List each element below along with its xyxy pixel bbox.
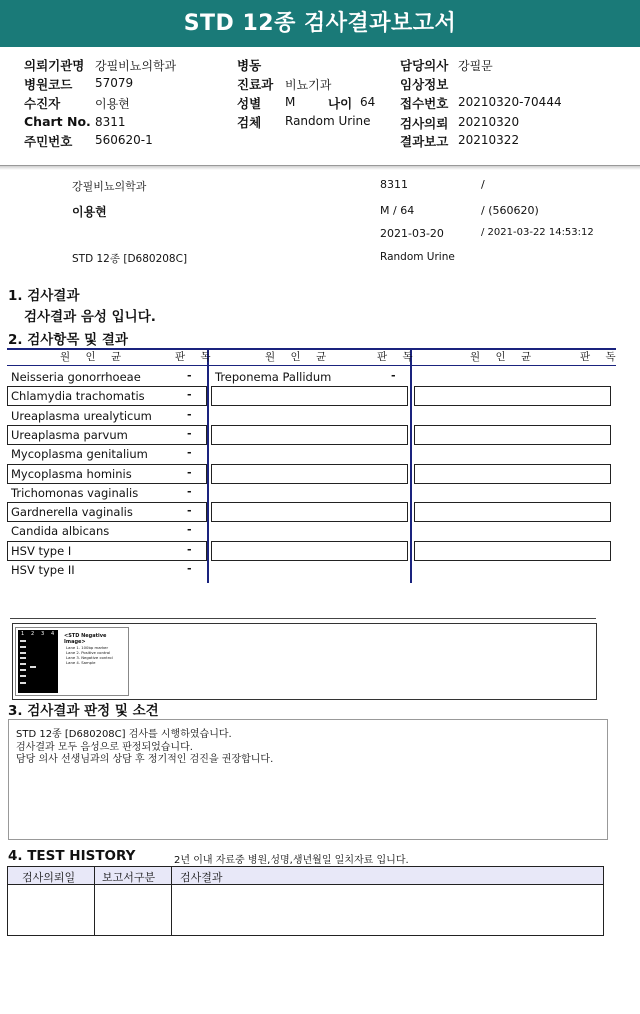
col2-organism-header: 원 인 균 [265,351,333,363]
gel-legend-4: Lane 4. Sample [66,660,96,665]
organism-result: - [187,562,192,575]
sex-value: M [285,95,296,109]
gel-legend-1: Lane 1. 100bp marker [66,645,109,650]
receipt-no-value: 20210320-70444 [458,95,562,109]
section1-heading: 1. 검사결과 [8,288,80,304]
lane-1-label: 1 [21,631,25,637]
marker-band [20,640,26,642]
section3-heading: 3. 검사결과 판정 및 소견 [8,703,159,719]
summary-date: 2021-03-20 [380,227,444,240]
hospital-code-label: 병원코드 [24,77,73,92]
history-table-header [8,867,603,885]
image-divider [10,618,596,619]
lane-2-label: 2 [31,631,35,637]
result-row-box [414,541,611,561]
history-col-divider [171,867,172,935]
test-request-value: 20210320 [458,115,520,129]
opinion-line-3: 담당 의사 선생님과의 상담 후 정기적인 검진을 권장합니다. [16,754,274,765]
sex-label: 성별 [237,96,262,111]
summary-specimen: Random Urine [380,251,455,263]
collector-label: 수진자 [24,96,61,111]
chart-no-label: Chart No. [24,114,91,129]
result-row-box [211,425,408,445]
col1-result-header: 판 독 [175,351,217,363]
marker-band [20,646,26,648]
specimen-label: 검체 [237,115,262,130]
result-row-box [211,502,408,522]
chart-no-value: 8311 [95,115,126,129]
result-row-box [414,502,611,522]
summary-chart: 8311 [380,178,408,191]
resident-no-value: 560620-1 [95,133,153,147]
opinion-line-1: STD 12종 [D680208C] 검사를 시행하였습니다. [16,729,232,740]
organism-name: Treponema Pallidum [215,370,332,384]
col1-organism-header: 원 인 균 [60,351,128,363]
col2-result-header: 판 독 [377,351,419,363]
organism-result: - [391,369,396,382]
col3-organism-header: 원 인 균 [470,351,538,363]
results-divider-1 [207,348,209,583]
hospital-code-value: 57079 [95,76,134,90]
organism-name: Candida albicans [11,524,110,539]
result-row-box [211,464,408,484]
organism-result: - [187,407,192,421]
summary-test-name: STD 12종 [D680208C] [72,253,188,265]
organism-name: Neisseria gonorrhoeae [11,370,141,384]
specimen-value: Random Urine [285,114,371,128]
gel-electrophoresis [18,630,58,693]
organism-result: - [187,523,192,537]
department-label: 진료과 [237,77,274,92]
results-table-header-rule [7,365,616,366]
result-row-box [414,425,611,445]
clinical-info-label: 임상정보 [400,77,449,92]
summary-slash: / [481,178,485,191]
report-title: STD 12종 검사결과보고서 [0,0,640,47]
organism-name: Ureaplasma urealyticum [11,408,152,423]
summary-birth: / (560620) [481,204,539,217]
organism-name: Ureaplasma parvum [11,427,128,442]
doctor-label: 담당의사 [400,58,449,73]
history-col-result: 검사결과 [180,871,223,884]
organism-result: - [187,504,192,518]
organism-name: Trichomonas vaginalis [11,485,139,500]
lane-3-label: 3 [41,631,45,637]
section4-heading: 4. TEST HISTORY [8,848,136,864]
organism-name: Mycoplasma hominis [11,466,132,481]
organism-name: Chlamydia trachomatis [11,389,145,404]
organism-name: Mycoplasma genitalium [11,447,148,462]
institution-value: 강필비뇨의학과 [95,59,177,73]
lane-4-label: 4 [51,631,55,637]
history-note: 2년 이내 자료중 병원,성명,생년월일 일치자료 입니다. [174,855,409,866]
result-row-box [211,541,408,561]
resident-no-label: 주민번호 [24,134,73,149]
institution-label: 의뢰기관명 [24,58,85,73]
opinion-line-2: 검사결과 모두 음성으로 판정되었습니다. [16,742,193,753]
organism-result: - [187,369,192,382]
summary-institution: 강필비뇨의학과 [72,180,147,193]
gel-legend-3: Lane 3. Negative control [66,655,113,660]
header-divider [0,166,640,170]
positive-control-band [30,666,36,668]
section1-result: 검사결과 음성 입니다. [24,309,156,325]
history-table [7,866,604,936]
department-value: 비뇨기과 [285,78,332,92]
marker-band [20,663,26,665]
summary-sex-age: M / 64 [380,204,415,217]
collector-value: 이용현 [95,97,130,111]
marker-band [20,652,26,654]
gel-legend-2: Lane 2. Positive control [66,650,111,655]
gel-image [15,627,129,696]
gel-image-title: <STD Negative Image> [64,633,107,645]
doctor-value: 강필문 [458,59,493,73]
result-row-box [414,386,611,406]
history-col-request-date: 검사의뢰일 [22,871,76,884]
result-row-box [414,464,611,484]
organism-result: - [187,542,192,556]
summary-name: 이용현 [72,205,107,219]
section2-heading: 2. 검사항목 및 결과 [8,332,128,348]
marker-band [20,657,26,659]
age-label: 나이 [328,96,353,111]
organism-result: - [187,388,192,402]
result-report-value: 20210322 [458,133,520,147]
age-value: 64 [360,95,376,109]
result-row-box [211,386,408,406]
organism-result: - [187,465,192,479]
col3-result-header: 판 독 [580,351,622,363]
ward-label: 병동 [237,58,262,73]
organism-result: - [187,446,192,460]
results-divider-2 [410,348,412,583]
marker-band [20,682,26,684]
summary-report-datetime: / 2021-03-22 14:53:12 [481,227,594,238]
history-col-divider [94,867,95,935]
marker-band [20,669,26,671]
result-report-label: 결과보고 [400,134,449,149]
marker-band [20,675,26,677]
organism-name: Gardnerella vaginalis [11,505,133,520]
test-request-label: 검사의뢰 [400,116,449,131]
organism-result: - [187,426,192,440]
organism-result: - [187,484,192,498]
history-col-report-type: 보고서구분 [102,871,156,884]
organism-name: HSV type I [11,543,72,558]
receipt-no-label: 접수번호 [400,96,449,111]
organism-name: HSV type II [11,563,75,577]
